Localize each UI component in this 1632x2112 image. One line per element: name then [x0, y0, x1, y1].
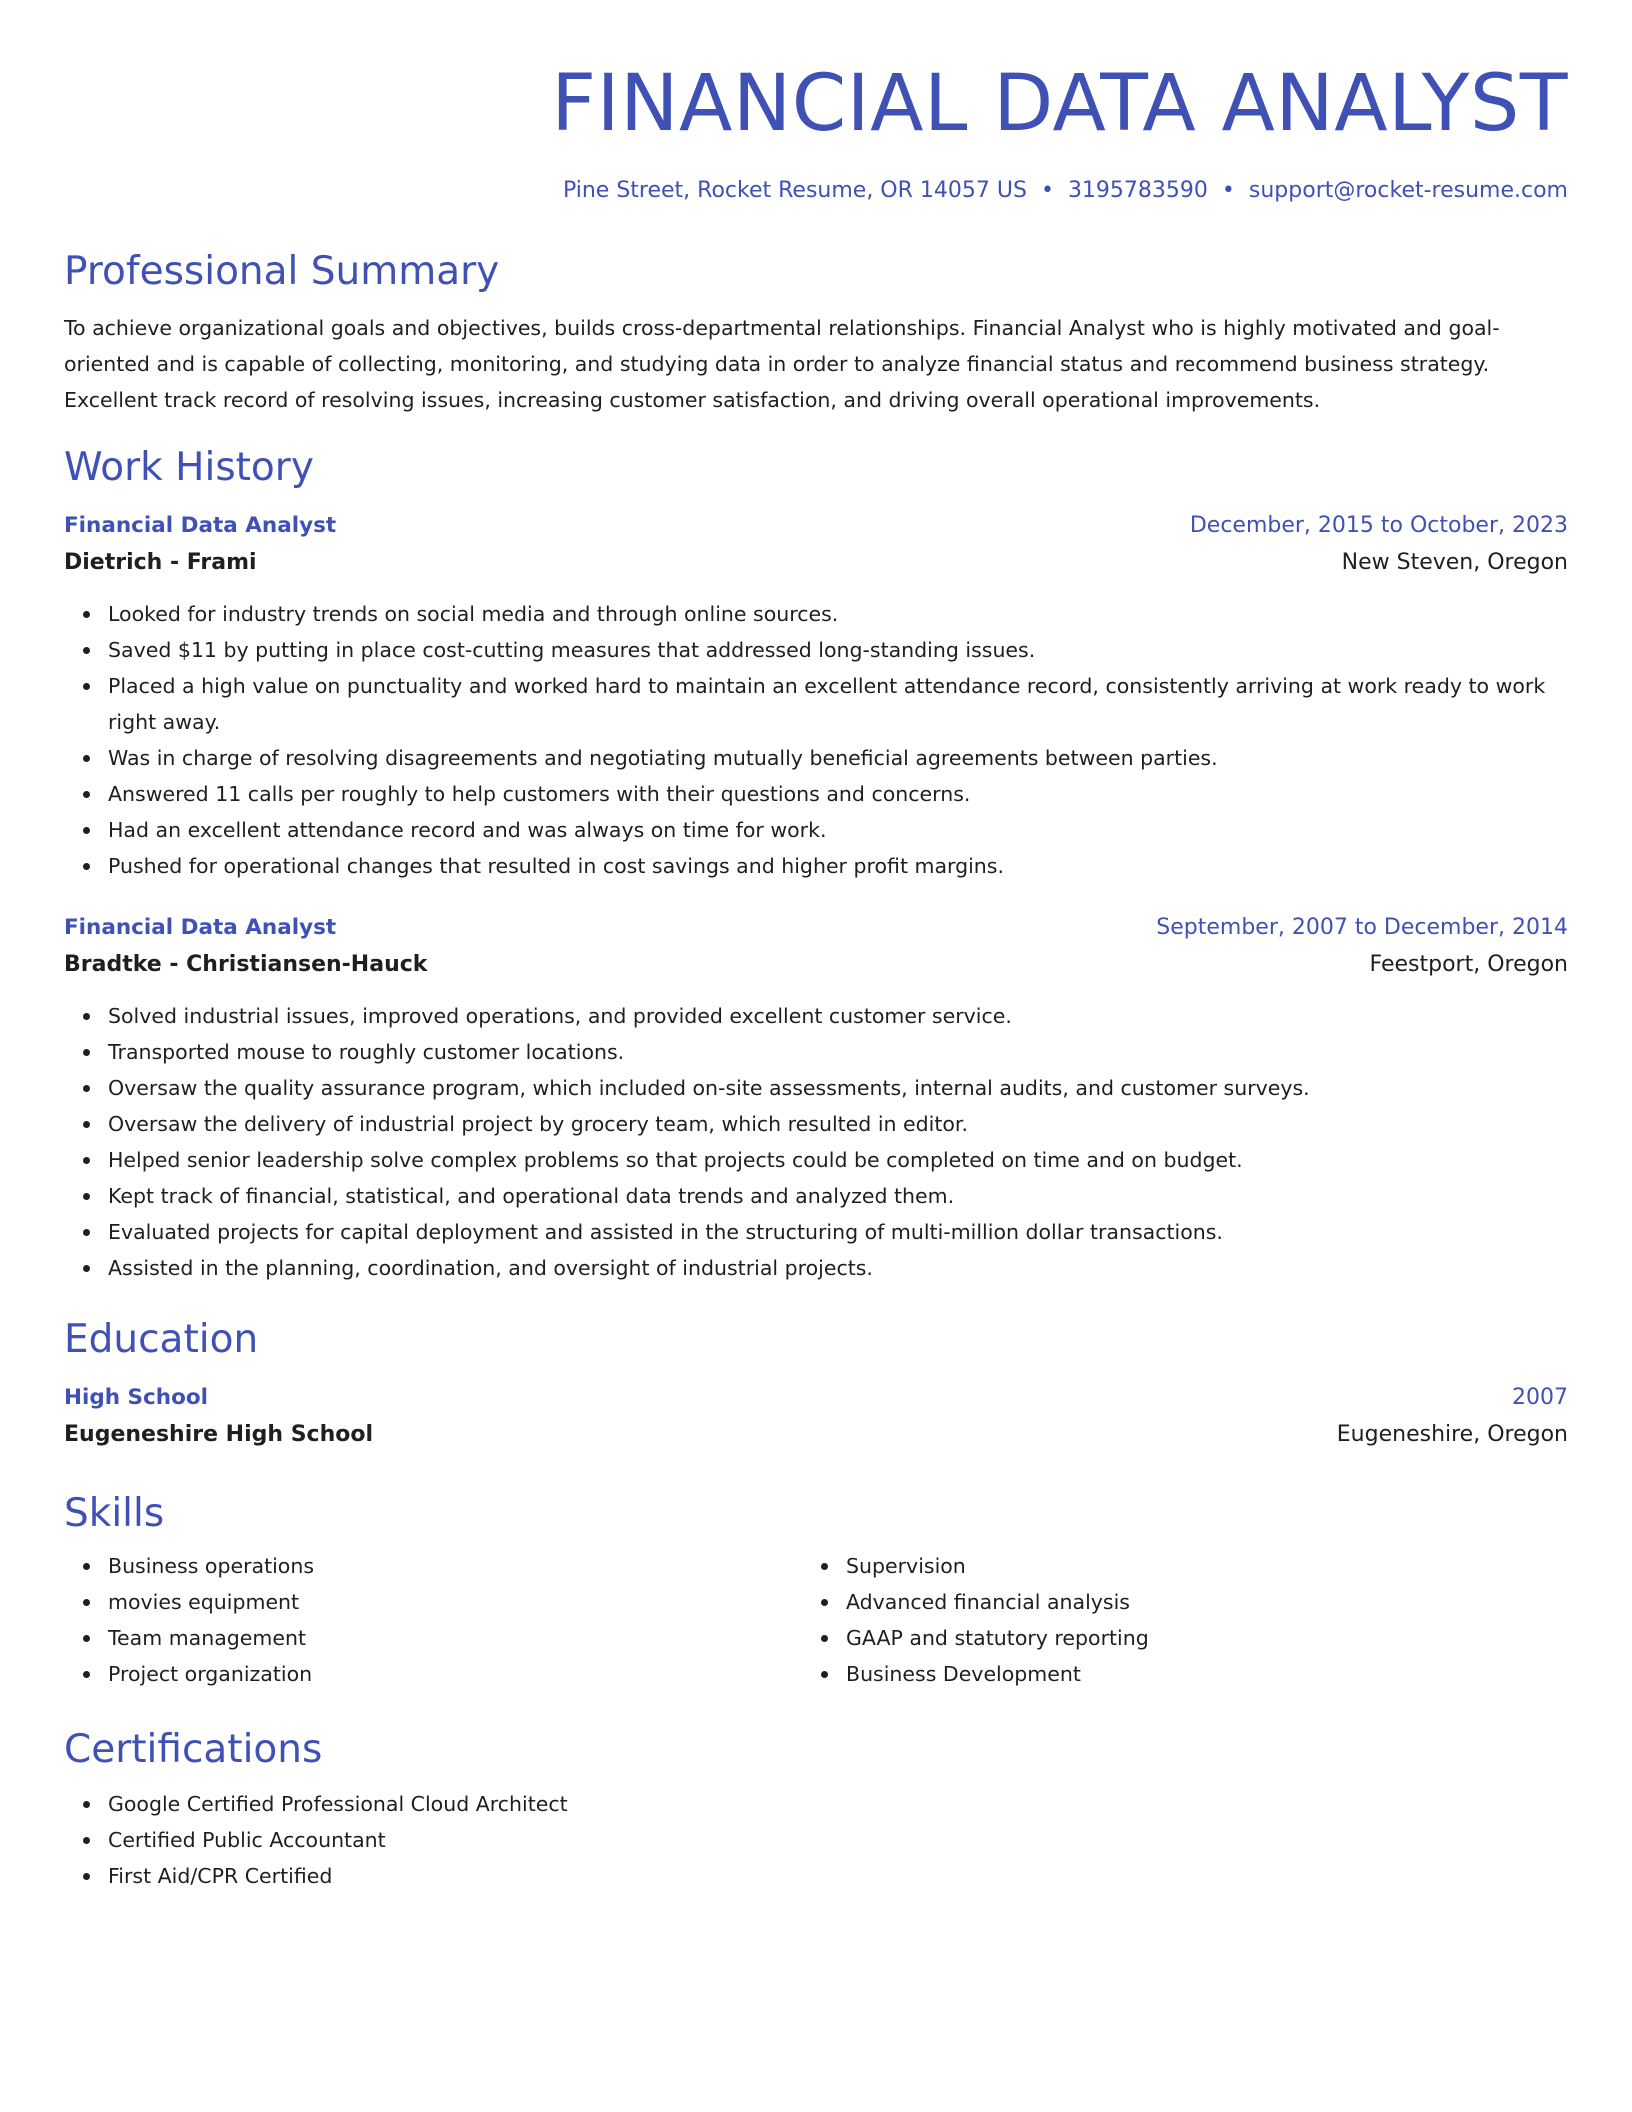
list-item: Transported mouse to roughly customer locations. — [108, 1034, 1568, 1070]
company-name: Bradtke - Christiansen-Hauck — [64, 952, 428, 977]
list-item: Business operations — [108, 1548, 802, 1584]
list-item: Answered 11 calls per roughly to help customers with their questions and concerns. — [108, 776, 1568, 812]
education-heading: Education — [64, 1317, 259, 1362]
skills-column-right — [802, 1548, 1540, 1692]
certifications-list — [64, 1786, 1568, 1894]
summary-heading: Professional Summary — [64, 249, 500, 294]
list-item: Helped senior leadership solve complex problems so that projects could be completed on time and on budget. — [108, 1142, 1568, 1178]
resume-header — [64, 56, 1568, 206]
contact-separator: • — [1221, 178, 1235, 203]
list-item: Supervision — [846, 1548, 1540, 1584]
list-item: Google Certified Professional Cloud Architect — [108, 1786, 1568, 1822]
job-entry — [64, 910, 1568, 1286]
list-item: Assisted in the planning, coordination, and oversight of industrial projects. — [108, 1250, 1568, 1286]
list-item: GAAP and statutory reporting — [846, 1620, 1540, 1656]
list-item: First Aid/CPR Certified — [108, 1858, 1568, 1894]
contact-line — [64, 176, 1568, 206]
list-item: Was in charge of resolving disagreements and negotiating mutually beneficial agreements between parties. — [108, 740, 1568, 776]
list-item: Certified Public Accountant — [108, 1822, 1568, 1858]
summary-text: To achieve organizational goals and objectives, builds cross-departmental relationships. Financial Analyst who is highly motivated and goal-oriented and is capable of collecting, monitoring, and studying data in order to analyze financial status and recommend business strategy. Excellent track record of resolving issues, increasing customer satisfaction, and driving overall operational improvements. — [64, 316, 1500, 412]
candidate-name: FINANCIAL DATA ANALYST — [551, 59, 1568, 149]
contact-separator: • — [1040, 178, 1054, 203]
list-item: Project organization — [108, 1656, 802, 1692]
job-dates: December, 2015 to October, 2023 — [1189, 513, 1568, 538]
skills-column-left — [64, 1548, 802, 1692]
list-item: Kept track of financial, statistical, and operational data trends and analyzed them. — [108, 1178, 1568, 1214]
certifications-heading: Certifications — [64, 1727, 323, 1772]
job-bullets — [64, 596, 1568, 884]
contact-email: support@rocket-resume.com — [1248, 178, 1568, 203]
company-name: Dietrich - Frami — [64, 550, 257, 575]
work-history-heading: Work History — [64, 445, 314, 490]
school-name: Eugeneshire High School — [64, 1422, 374, 1447]
education-entry — [64, 1380, 1568, 1454]
job-title: Financial Data Analyst — [64, 513, 337, 538]
list-item: movies equipment — [108, 1584, 802, 1620]
list-item: Business Development — [846, 1656, 1540, 1692]
degree-name: High School — [64, 1385, 208, 1410]
list-item: Oversaw the delivery of industrial project by grocery team, which resulted in editor. — [108, 1106, 1568, 1142]
list-item: Team management — [108, 1620, 802, 1656]
contact-phone: 3195783590 — [1067, 178, 1208, 203]
job-dates: September, 2007 to December, 2014 — [1156, 915, 1568, 940]
list-item: Evaluated projects for capital deployment and assisted in the structuring of multi-million dollar transactions. — [108, 1214, 1568, 1250]
list-item: Placed a high value on punctuality and worked hard to maintain an excellent attendance record, consistently arriving at work ready to work right away. — [108, 668, 1568, 740]
job-title: Financial Data Analyst — [64, 915, 337, 940]
list-item: Looked for industry trends on social media and through online sources. — [108, 596, 1568, 632]
list-item: Had an excellent attendance record and was always on time for work. — [108, 812, 1568, 848]
job-location: Feestport, Oregon — [1369, 952, 1568, 977]
job-bullets — [64, 998, 1568, 1286]
job-entry — [64, 508, 1568, 884]
job-location: New Steven, Oregon — [1341, 550, 1568, 575]
list-item: Saved $11 by putting in place cost-cutting measures that addressed long-standing issues. — [108, 632, 1568, 668]
graduation-year: 2007 — [1512, 1385, 1568, 1410]
list-item: Pushed for operational changes that resulted in cost savings and higher profit margins. — [108, 848, 1568, 884]
list-item: Oversaw the quality assurance program, which included on-site assessments, internal audits, and customer surveys. — [108, 1070, 1568, 1106]
skills-grid — [64, 1548, 1568, 1692]
skills-list — [64, 1548, 802, 1692]
skills-list — [802, 1548, 1540, 1692]
list-item: Solved industrial issues, improved operations, and provided excellent customer service. — [108, 998, 1568, 1034]
skills-heading: Skills — [64, 1491, 165, 1536]
list-item: Advanced financial analysis — [846, 1584, 1540, 1620]
school-location: Eugeneshire, Oregon — [1336, 1422, 1568, 1447]
contact-address: Pine Street, Rocket Resume, OR 14057 US — [562, 178, 1027, 203]
